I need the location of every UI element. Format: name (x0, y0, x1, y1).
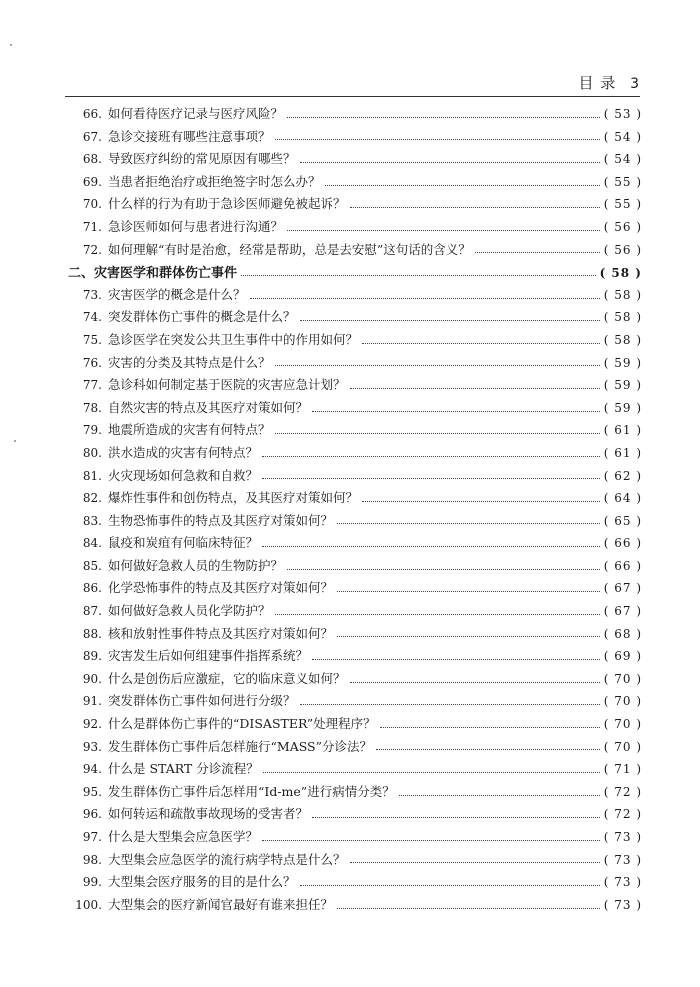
entry-number: 98. (82, 852, 102, 867)
entry-number: 72. (82, 242, 102, 257)
dot-leader (275, 614, 600, 615)
entry-page-number: ( 73 ) (603, 897, 642, 912)
entry-title: 如何看待医疗记录与医疗风险？ (108, 106, 284, 121)
dot-leader (262, 546, 600, 547)
dot-leader (350, 862, 600, 863)
toc-entry (68, 646, 642, 669)
entry-title: 急诊交接班有哪些注意事项？ (108, 128, 271, 144)
entry-number: 89. (82, 649, 102, 664)
entry-number: 78. (82, 400, 102, 415)
toc-entry (68, 127, 642, 150)
entry-page-number: ( 67 ) (603, 604, 642, 619)
entry-page-number: ( 58 ) (599, 266, 642, 281)
entry-number: 95. (82, 784, 102, 799)
entry-page-number: ( 59 ) (603, 400, 642, 415)
toc-entry (68, 669, 642, 692)
dot-leader (262, 840, 600, 841)
toc-entry (68, 466, 642, 489)
entry-title: 大型集会医疗服务的目的是什么？ (108, 874, 296, 890)
toc-entry (68, 759, 642, 782)
entry-page-number: ( 68 ) (603, 626, 642, 641)
toc-entry (68, 511, 642, 534)
entry-title: 火灾现场如何急救和自救？ (108, 467, 259, 483)
dot-leader (287, 117, 600, 118)
entry-number: 100. (75, 897, 102, 912)
entry-number: 74. (82, 310, 102, 325)
dot-leader (300, 885, 600, 886)
dot-leader (250, 298, 600, 299)
toc-entry (68, 872, 642, 895)
dot-leader (362, 501, 600, 502)
dot-leader (287, 569, 600, 570)
dot-leader (262, 478, 600, 479)
toc-entry (68, 850, 642, 873)
entry-number: 76. (82, 355, 102, 370)
entry-number: 88. (82, 626, 102, 641)
entry-page-number: ( 70 ) (603, 671, 642, 686)
entry-title: 什么是大型集会应急医学？ (108, 829, 259, 844)
entry-title: 急诊医师如何与患者进行沟通？ (108, 218, 284, 234)
entry-number: 83. (82, 513, 102, 528)
toc-entry (68, 714, 642, 737)
entry-page-number: ( 72 ) (603, 784, 642, 799)
toc-section-heading (68, 262, 642, 285)
toc-entry (68, 217, 642, 240)
dot-leader (300, 162, 600, 163)
dot-leader (325, 185, 600, 186)
dot-leader (275, 139, 600, 140)
toc-entry (68, 398, 642, 421)
entry-page-number: ( 58 ) (603, 332, 642, 347)
toc-entry (68, 556, 642, 579)
scan-speck (14, 440, 16, 442)
entry-title: 核和放射性事件特点及其医疗对策如何？ (108, 625, 334, 641)
entry-number: 69. (82, 174, 102, 189)
entry-title: 急诊科如何制定基于医院的灾害应急计划？ (108, 377, 346, 393)
entry-number: 91. (82, 694, 102, 709)
entry-number: 77. (82, 378, 102, 393)
entry-title: 灾害的分类及其特点是什么？ (108, 354, 271, 370)
section-title: 二、灾害医学和群体伤亡事件 (68, 266, 238, 282)
toc-entry (68, 443, 642, 466)
toc-entry (68, 691, 642, 714)
entry-number: 96. (82, 807, 102, 822)
entry-page-number: ( 62 ) (603, 468, 642, 483)
dot-leader (475, 252, 600, 253)
dot-leader (380, 727, 600, 728)
entry-number: 81. (82, 468, 102, 483)
entry-title: 什么是创伤后应激症，它的临床意义如何？ (108, 670, 346, 686)
toc-entry (68, 578, 642, 601)
entry-page-number: ( 67 ) (603, 581, 642, 596)
scan-speck (10, 44, 12, 46)
entry-page-number: ( 56 ) (603, 242, 642, 257)
entry-number: 94. (82, 762, 102, 777)
dot-leader (376, 749, 600, 750)
entry-page-number: ( 59 ) (603, 355, 642, 370)
entry-title: 化学恐怖事件的特点及其医疗对策如何？ (108, 580, 334, 596)
dot-leader (300, 320, 600, 321)
dot-leader (312, 817, 600, 818)
entry-number: 79. (82, 423, 102, 438)
dot-leader (300, 704, 600, 705)
entry-number: 67. (82, 129, 102, 144)
header-page-number: 3 (630, 76, 640, 92)
toc-entry (68, 737, 642, 760)
entry-title: 爆炸性事件和创伤特点，及其医疗对策如何？ (108, 490, 359, 506)
entry-title: 当患者拒绝治疗或拒绝签字时怎么办？ (108, 173, 321, 189)
entry-page-number: ( 72 ) (603, 807, 642, 822)
entry-page-number: ( 73 ) (603, 875, 642, 890)
toc-entry (68, 895, 642, 918)
entry-page-number: ( 61 ) (603, 423, 642, 438)
entry-page-number: ( 73 ) (603, 852, 642, 867)
entry-page-number: ( 54 ) (603, 152, 642, 167)
entry-page-number: ( 65 ) (603, 513, 642, 528)
page-header (65, 72, 640, 97)
entry-number: 70. (82, 197, 102, 212)
entry-title: 灾害发生后如何组建事件指挥系统？ (108, 648, 309, 664)
dot-leader (241, 275, 596, 276)
dot-leader (337, 636, 600, 637)
toc-entry (68, 285, 642, 308)
entry-page-number: ( 70 ) (603, 694, 642, 709)
toc-entry (68, 240, 642, 263)
entry-number: 92. (82, 717, 102, 732)
dot-leader (287, 230, 600, 231)
toc-entry (68, 624, 642, 647)
entry-title: 导致医疗纠纷的常见原因有哪些？ (108, 151, 296, 167)
entry-number: 80. (82, 445, 102, 460)
entry-page-number: ( 64 ) (603, 491, 642, 506)
entry-title: 地震所造成的灾害有何特点？ (108, 422, 271, 438)
entry-number: 90. (82, 671, 102, 686)
dot-leader (263, 772, 600, 773)
entry-number: 82. (82, 491, 102, 506)
toc-entry (68, 375, 642, 398)
entry-page-number: ( 58 ) (603, 287, 642, 302)
entry-number: 73. (82, 287, 102, 302)
entry-number: 97. (82, 830, 102, 844)
entry-page-number: ( 58 ) (603, 310, 642, 325)
toc-entry (68, 601, 642, 624)
entry-title: 如何转运和疏散事故现场的受害者？ (108, 806, 309, 822)
entry-page-number: ( 69 ) (603, 649, 642, 664)
dot-leader (350, 207, 600, 208)
dot-leader (362, 343, 600, 344)
toc-entry (68, 488, 642, 511)
table-of-contents (68, 104, 642, 917)
entry-number: 87. (82, 604, 102, 619)
toc-entry (68, 533, 642, 556)
entry-page-number: ( 71 ) (603, 762, 642, 777)
entry-title: 大型集会的医疗新闻官最好有谁来担任？ (108, 896, 334, 912)
dot-leader (275, 365, 600, 366)
entry-title: 什么是 START 分诊流程？ (108, 761, 259, 777)
toc-entry (68, 420, 642, 443)
entry-title: 什么样的行为有助于急诊医师避免被起诉？ (108, 196, 346, 212)
entry-number: 66. (82, 107, 102, 121)
entry-title: 发生群体伤亡事件后怎样用“Id-me”进行病情分类？ (108, 783, 395, 799)
entry-page-number: ( 61 ) (603, 445, 642, 460)
entry-title: 突发群体伤亡事件的概念是什么？ (108, 309, 296, 325)
entry-number: 84. (82, 536, 102, 551)
entry-number: 86. (82, 581, 102, 596)
entry-title: 如何做好急救人员化学防护？ (108, 603, 271, 619)
entry-number: 99. (82, 875, 102, 890)
toc-entry (68, 149, 642, 172)
entry-number: 85. (82, 558, 102, 573)
dot-leader (275, 433, 600, 434)
dot-leader (337, 908, 600, 909)
entry-number: 68. (82, 152, 102, 167)
dot-leader (262, 456, 600, 457)
dot-leader (350, 388, 600, 389)
dot-leader (312, 411, 600, 412)
entry-page-number: ( 55 ) (603, 197, 642, 212)
entry-page-number: ( 70 ) (603, 717, 642, 732)
dot-leader (337, 523, 600, 524)
entry-page-number: ( 54 ) (603, 129, 642, 144)
entry-title: 什么是群体伤亡事件的“DISASTER”处理程序？ (108, 716, 376, 732)
entry-page-number: ( 59 ) (603, 378, 642, 393)
entry-page-number: ( 55 ) (603, 174, 642, 189)
toc-entry (68, 827, 642, 850)
dot-leader (312, 659, 600, 660)
entry-page-number: ( 53 ) (603, 107, 642, 121)
entry-title: 如何理解“有时是治愈，经常是帮助，总是去安慰”这句话的含义？ (108, 241, 471, 257)
entry-title: 发生群体伤亡事件后怎样施行“MASS”分诊法？ (108, 738, 373, 754)
toc-entry (68, 172, 642, 195)
entry-page-number: ( 56 ) (603, 219, 642, 234)
entry-title: 突发群体伤亡事件如何进行分级？ (108, 693, 296, 709)
entry-title: 灾害医学的概念是什么？ (108, 286, 246, 302)
entry-title: 急诊医学在突发公共卫生事件中的作用如何？ (108, 331, 359, 347)
entry-number: 71. (82, 219, 102, 234)
header-title: 目 录 (578, 74, 617, 92)
entry-number: 93. (82, 739, 102, 754)
toc-entry (68, 782, 642, 805)
entry-page-number: ( 73 ) (603, 830, 642, 844)
entry-title: 鼠疫和炭疽有何临床特征？ (108, 535, 259, 551)
entry-title: 洪水造成的灾害有何特点？ (108, 444, 259, 460)
toc-entry (68, 804, 642, 827)
toc-entry (68, 307, 642, 330)
toc-entry (68, 194, 642, 217)
entry-title: 生物恐怖事件的特点及其医疗对策如何？ (108, 512, 334, 528)
entry-title: 大型集会应急医学的流行病学特点是什么？ (108, 851, 346, 867)
entry-page-number: ( 66 ) (603, 536, 642, 551)
entry-title: 自然灾害的特点及其医疗对策如何？ (108, 399, 309, 415)
dot-leader (399, 795, 600, 796)
toc-entry (68, 353, 642, 376)
dot-leader (350, 682, 600, 683)
entry-page-number: ( 70 ) (603, 739, 642, 754)
entry-page-number: ( 66 ) (603, 558, 642, 573)
entry-number: 75. (82, 332, 102, 347)
toc-entry (68, 330, 642, 353)
dot-leader (337, 591, 600, 592)
entry-title: 如何做好急救人员的生物防护？ (108, 557, 284, 573)
toc-entry (68, 104, 642, 127)
